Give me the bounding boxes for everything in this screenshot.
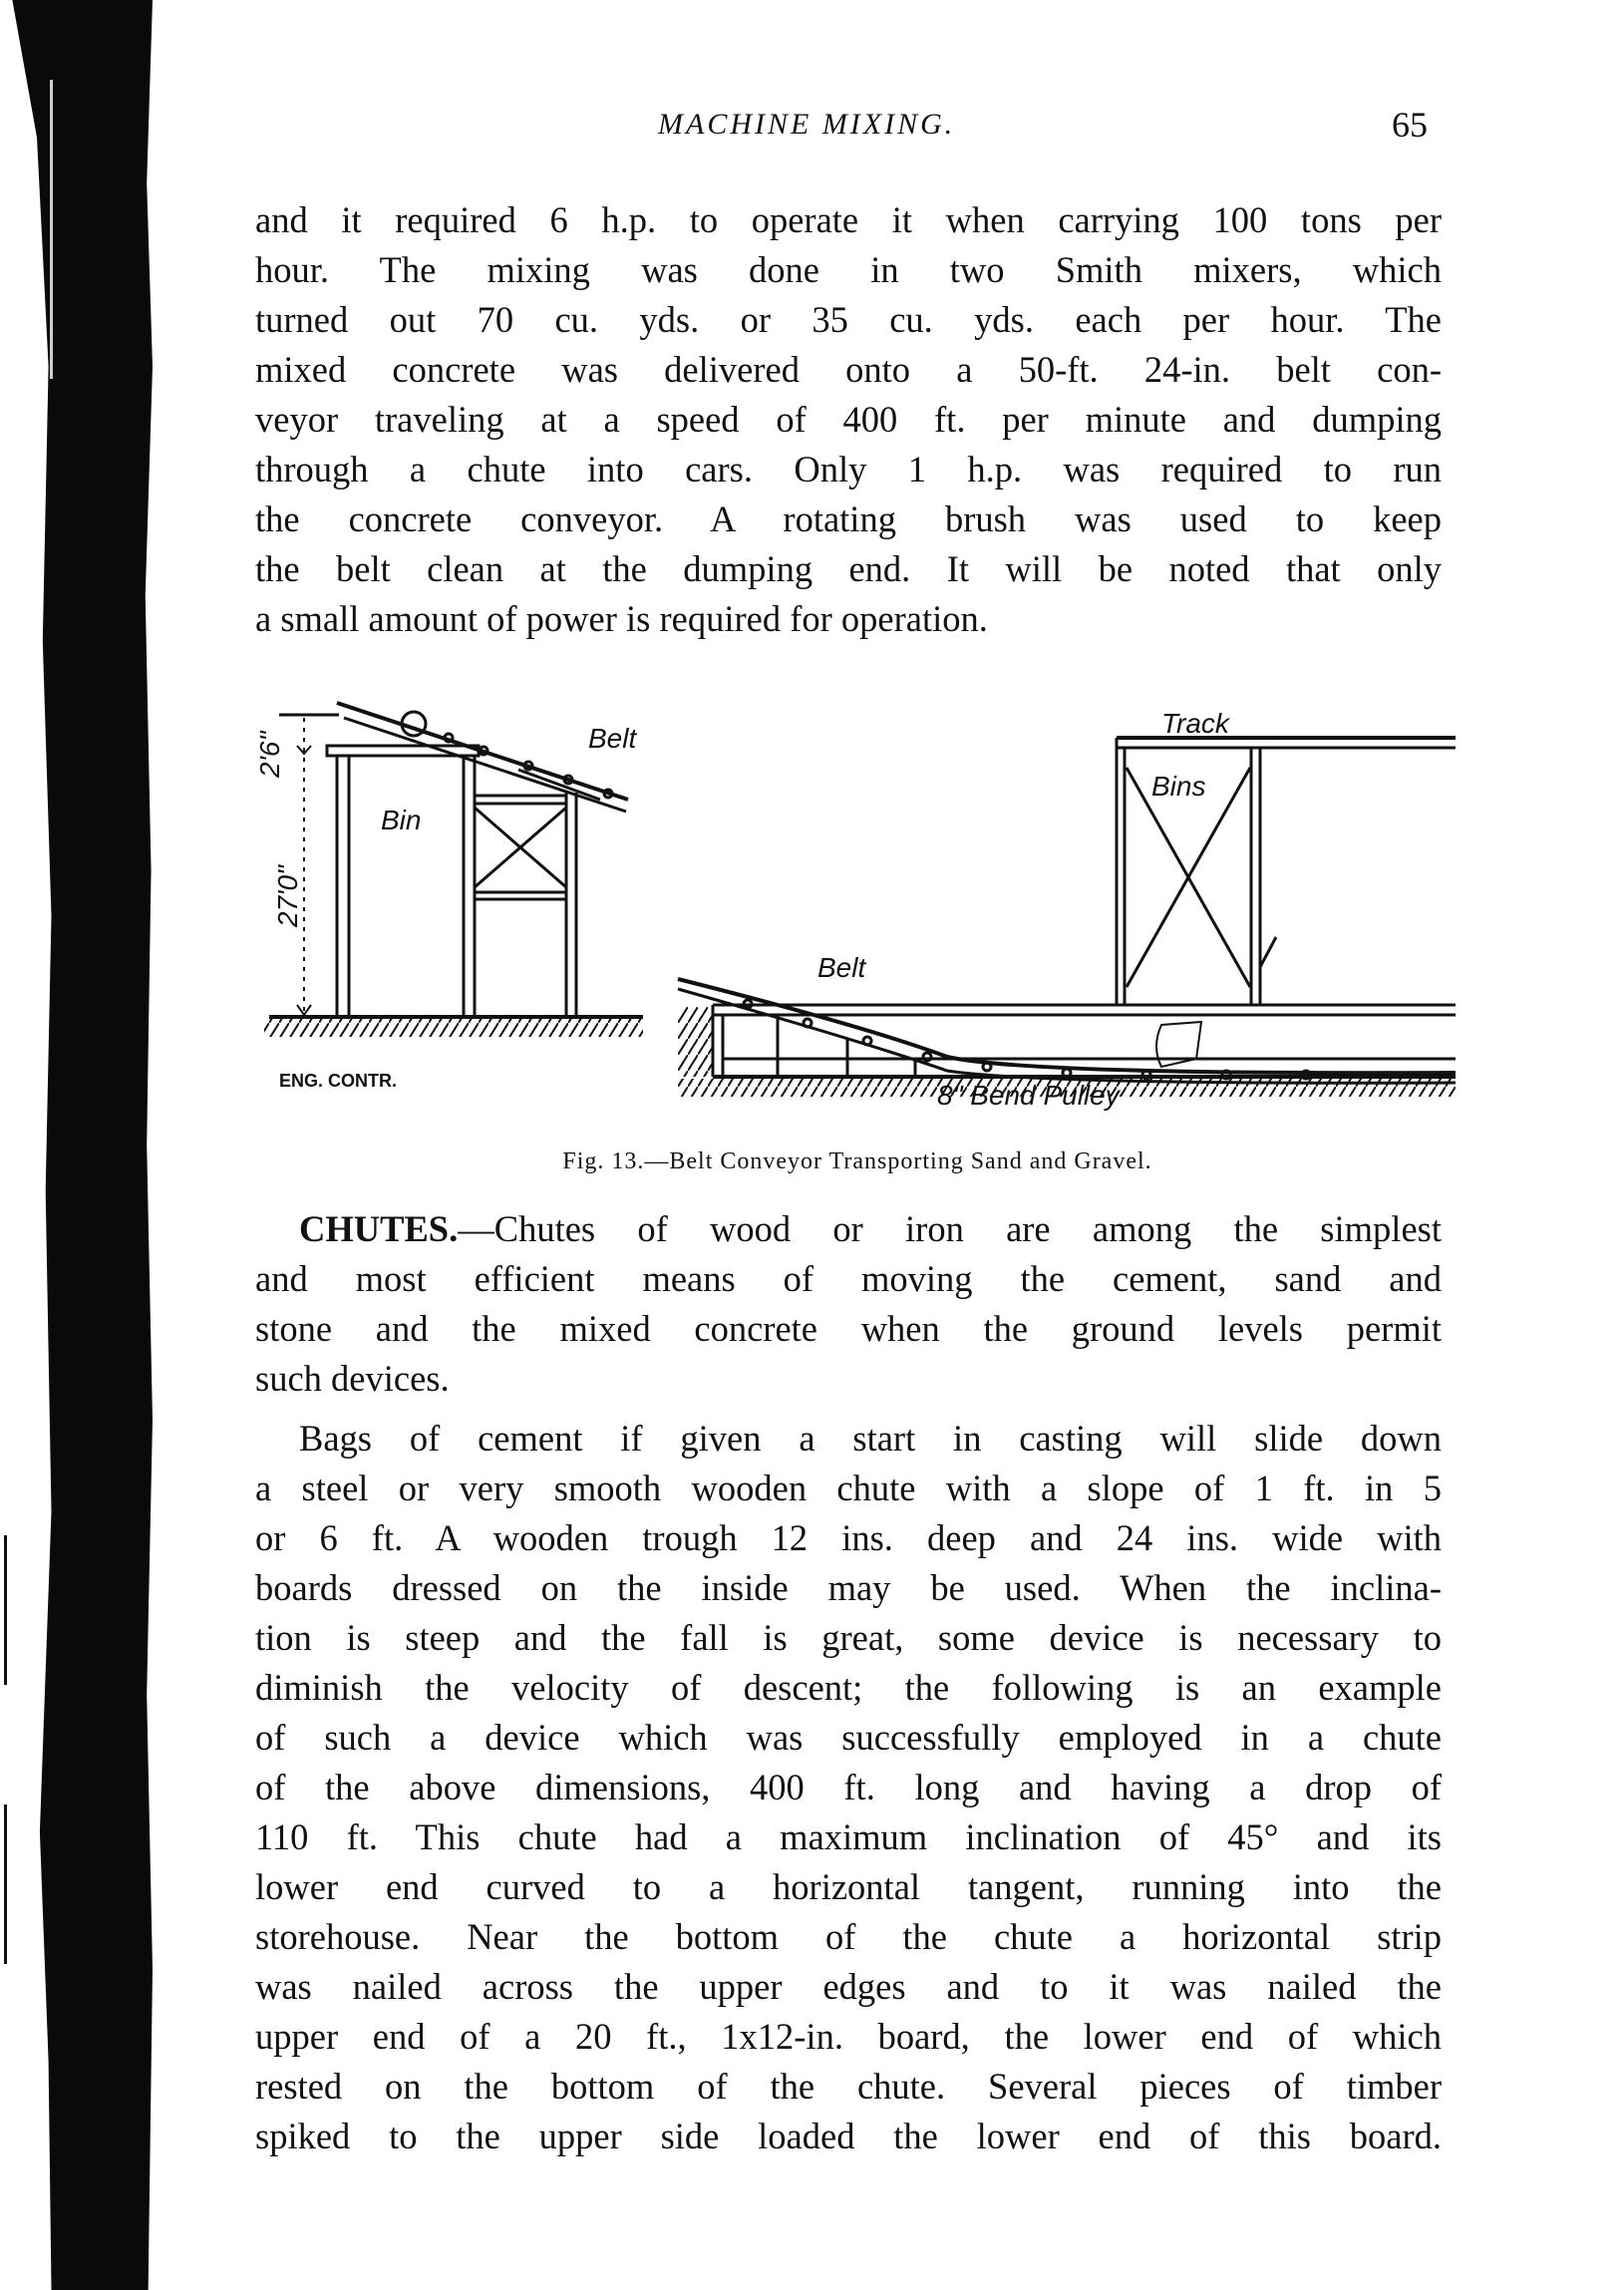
text-line: a small amount of power is required for operation. [255, 598, 988, 639]
section-heading: CHUTES. [299, 1208, 459, 1249]
left-belt-label: Belt [588, 723, 637, 754]
text-fragment: —Chutes of wood or iron are among the simplest [458, 1208, 1442, 1249]
text-line: Bags of cement if given a start in casting will slide down [299, 1418, 1442, 1459]
text-line: lower end curved to a horizontal tangent, running into the [255, 1866, 1442, 1907]
right-conveyor-structure [678, 738, 1456, 1097]
paragraph-3 [255, 1414, 1442, 2161]
book-binding-shadow [8, 0, 153, 2290]
left-bin-structure [264, 703, 643, 1037]
text-line: spiked to the upper side loaded the lower end of this board. [255, 2116, 1442, 2156]
page-number: 65 [1392, 105, 1428, 145]
text-line: was nailed across the upper edges and to it was nailed the [255, 1966, 1442, 2007]
text-line: rested on the bottom of the chute. Several pieces of timber [255, 2066, 1442, 2107]
belt-conveyor-diagram [249, 688, 1465, 1127]
bin-label: Bin [381, 805, 422, 835]
text-line: and it required 6 h.p. to operate it when carrying 100 tons per [255, 199, 1442, 240]
paragraph-1 [255, 195, 1442, 644]
text-line: diminish the velocity of descent; the following is an example [255, 1667, 1442, 1708]
binding-highlight [50, 80, 53, 379]
figure-caption: Fig. 13.—Belt Conveyor Transporting Sand and Gravel. [562, 1148, 1152, 1174]
engraving-credit: ENG. CONTR. [279, 1071, 398, 1091]
running-head: MACHINE MIXING. [658, 108, 956, 141]
page-edge-mark [4, 1804, 7, 1964]
text-line: veyor traveling at a speed of 400 ft. per minute and dumping [255, 399, 1442, 440]
text-line: upper end of a 20 ft., 1x12-in. board, the lower end of which [255, 2016, 1442, 2057]
right-belt-label: Belt [817, 952, 866, 983]
figure-belt-conveyor [249, 688, 1465, 1127]
text-line: of such a device which was successfully employed in a chute [255, 1717, 1442, 1758]
dimension-height-label: 27'0" [272, 864, 303, 927]
bins-label: Bins [1151, 771, 1206, 802]
text-line: and most efficient means of moving the cement, sand and [255, 1258, 1442, 1299]
text-line: the belt clean at the dumping end. It will be noted that only [255, 548, 1442, 589]
track-label: Track [1161, 708, 1229, 739]
text-line: turned out 70 cu. yds. or 35 cu. yds. each per hour. The [255, 299, 1442, 340]
text-line: the concrete conveyor. A rotating brush was used to keep [255, 498, 1442, 539]
chutes-section [255, 1204, 1442, 1404]
text-line: a steel or very smooth wooden chute with a slope of 1 ft. in 5 [255, 1468, 1442, 1508]
text-line: such devices. [255, 1358, 450, 1399]
text-line: tion is steep and the fall is great, some device is necessary to [255, 1617, 1442, 1658]
text-line: hour. The mixing was done in two Smith mixers, which [255, 249, 1442, 290]
text-line: mixed concrete was delivered onto a 50-ft. 24-in. belt con- [255, 349, 1442, 390]
dimension-top-label: 2'6" [254, 731, 285, 778]
text-line: storehouse. Near the bottom of the chute a horizontal strip [255, 1916, 1442, 1957]
text-line: through a chute into cars. Only 1 h.p. was required to run [255, 449, 1442, 490]
bend-pulley-label: 8" Bend Pulley [937, 1080, 1120, 1111]
text-line: boards dressed on the inside may be used. When the inclina- [255, 1567, 1442, 1608]
page-edge-mark [4, 1535, 7, 1685]
text-line: of the above dimensions, 400 ft. long and having a drop of [255, 1767, 1442, 1807]
text-line: stone and the mixed concrete when the ground levels permit [255, 1308, 1442, 1349]
text-line: or 6 ft. A wooden trough 12 ins. deep and 24 ins. wide with [255, 1517, 1442, 1558]
text-line: 110 ft. This chute had a maximum inclination of 45° and its [255, 1816, 1442, 1857]
text-line [255, 1204, 1442, 1254]
